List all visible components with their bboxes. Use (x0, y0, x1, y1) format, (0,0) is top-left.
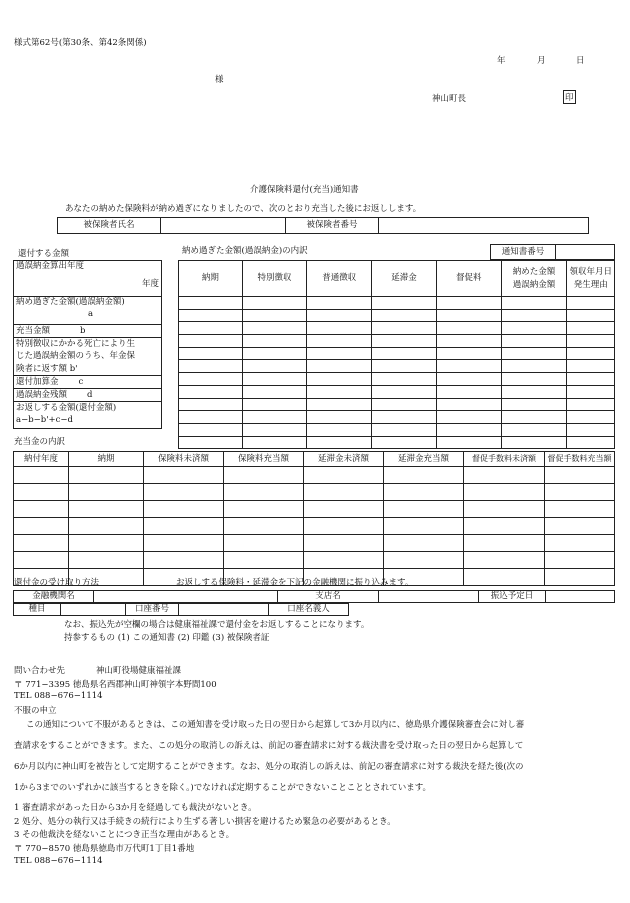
contact-office: 神山町役場健康福祉課 (96, 666, 182, 676)
bank-table (13, 590, 615, 603)
document-title: 介護保険料還付(充当)通知書 (250, 185, 359, 195)
overpaid-header-0: 納期 (179, 261, 243, 297)
allocation-table (13, 451, 615, 586)
appeal-paragraph-line1: この通知について不服があるときは、この通知書を受け取った日の翌日から起算して3か月以内に、徳島県介護保険審査会に対し審 (26, 720, 525, 730)
receipt-note-bring: 持参するもの (1) この通知書 (2) 印鑑 (3) 被保険者証 (64, 633, 270, 643)
refund-row-remaining: 過誤納金残額 d (14, 388, 162, 401)
refund-row-death: 特別徴収にかかる死亡により生 じた過誤納金額のうち、年金保 険者に返す額 b' (14, 338, 162, 376)
table-row (14, 535, 615, 552)
account-number-value (179, 604, 269, 616)
table-row (179, 360, 615, 373)
refund-table (13, 260, 162, 429)
table-row (179, 411, 615, 424)
issuer: 神山町長 (432, 94, 467, 104)
seal-mark: 印 (563, 90, 576, 104)
table-row (179, 385, 615, 398)
overpaid-header-2: 普通徴収 (307, 261, 372, 297)
insured-number-value (379, 218, 589, 234)
allocation-header-6: 督促手数料未済額 (464, 452, 545, 467)
appeal-heading: 不服の申立 (14, 706, 57, 716)
bank-name-value (94, 591, 278, 603)
refund-row-allocation: 充当金額 b (14, 325, 162, 338)
notice-number-label: 通知書番号 (491, 245, 556, 260)
contact-address: 〒 771−3395 徳島県名西郡神山町神領字本野間100 (14, 680, 217, 690)
allocation-header-1: 納期 (69, 452, 144, 467)
contact-phone: TEL 088−676−1114 (14, 691, 103, 701)
allocation-header-3: 保険料充当額 (224, 452, 304, 467)
refund-section-label: 還付する金額 (18, 249, 70, 259)
insured-table (57, 217, 589, 234)
table-row (179, 398, 615, 411)
allocation-header-7: 督促手数料充当額 (545, 452, 615, 467)
overpaid-header-1: 特別徴収 (242, 261, 307, 297)
overpaid-table (178, 260, 615, 449)
addressee-suffix: 様 (215, 75, 224, 85)
date-day: 日 (576, 56, 585, 66)
account-type-value (61, 604, 126, 616)
overpaid-header-5: 納めた金額 過誤納金額 (501, 261, 567, 297)
table-row (14, 484, 615, 501)
appeal-item-1: 1 審査請求があった日から3か月を経過しても裁決がないとき。 (14, 803, 257, 813)
overpaid-header-6: 領収年月日 発生理由 (567, 261, 615, 297)
notice-number-table (490, 244, 615, 260)
refund-row-addition: 還付加算金 c (14, 375, 162, 388)
table-row (179, 309, 615, 322)
refund-row-year: 過誤納金算出年度 年度 (14, 261, 162, 297)
transfer-date-value (546, 591, 615, 603)
refund-row-return: お返しする金額(還付金額) a−b−b'+c−d (14, 401, 162, 428)
appeal-phone: TEL 088−676−1114 (14, 856, 103, 866)
table-row (14, 467, 615, 484)
appeal-paragraph-line4: 1から3までのいずれかに該当するときを除く。)でなければ定期することができないことこととされています。 (14, 783, 432, 793)
table-row (14, 552, 615, 569)
allocation-header-5: 延滞金充当額 (384, 452, 464, 467)
allocation-header-0: 納付年度 (14, 452, 69, 467)
intro-text: あなたの納めた保険料が納め過ぎになりましたので、次のとおり充当した後にお返しします。 (65, 204, 422, 214)
form-number: 様式第62号(第30条、第42条関係) (14, 38, 147, 48)
table-row (179, 436, 615, 449)
overpaid-section-label: 納め過ぎた金額(過誤納金)の内訳 (182, 246, 308, 256)
transfer-date-label: 振込予定日 (479, 591, 546, 603)
allocation-header-4: 延滞金未済額 (304, 452, 384, 467)
table-row (14, 501, 615, 518)
notice-number-value (556, 245, 615, 260)
bank-name-label: 金融機関名 (14, 591, 94, 603)
contact-label: 問い合わせ先 (14, 666, 66, 676)
account-table (13, 603, 349, 616)
table-row (179, 297, 615, 310)
branch-value (379, 591, 479, 603)
appeal-address: 〒 770−8570 徳島県徳島市万代町1丁目1番地 (14, 844, 195, 854)
overpaid-header-4: 督促料 (436, 261, 501, 297)
overpaid-header-3: 延滞金 (372, 261, 437, 297)
table-row (179, 373, 615, 386)
table-row (179, 423, 615, 436)
appeal-item-2: 2 処分、処分の執行又は手続きの続行により生ずる著しい損害を避けるため緊急の必要があるとき。 (14, 817, 396, 827)
date-month: 月 (537, 56, 546, 66)
insured-number-label: 被保険者番号 (286, 218, 379, 234)
appeal-paragraph-line2: 査請求をすることができます。また、この処分の取消しの訴えは、前記の審査請求に対する裁決書を受け取った日の翌日から起算して (14, 741, 524, 751)
insured-name-value (161, 218, 286, 234)
account-number-label: 口座番号 (126, 604, 179, 616)
insured-name-label: 被保険者氏名 (58, 218, 161, 234)
receipt-note-blank: なお、振込先が空欄の場合は健康福祉課で還付金をお返しすることになります。 (64, 620, 370, 630)
allocation-section-label: 充当金の内訳 (14, 437, 66, 447)
refund-row-overpaid: 納め過ぎた金額(過誤納金額) a (14, 297, 162, 325)
receipt-method-text: お返しする保険料・延滞金を下記の金融機関に振り込みます。 (176, 578, 414, 588)
table-row (179, 347, 615, 360)
table-row (14, 518, 615, 535)
table-row (179, 335, 615, 348)
allocation-header-2: 保険料未済額 (144, 452, 224, 467)
appeal-item-3: 3 その他裁決を経ないことにつき正当な理由があるとき。 (14, 830, 235, 840)
receipt-method-label: 還付金の受け取り方法 (14, 578, 100, 588)
appeal-paragraph-line3: 6か月以内に神山町を被告として定期することができます。なお、処分の取消しの訴えは、前記の審査請求に対する裁決を経た後(次の (14, 762, 524, 772)
table-row (179, 322, 615, 335)
account-type-label: 種目 (14, 604, 61, 616)
branch-label: 支店名 (278, 591, 379, 603)
account-holder-label: 口座名義人 (269, 604, 349, 616)
date-year: 年 (497, 56, 506, 66)
